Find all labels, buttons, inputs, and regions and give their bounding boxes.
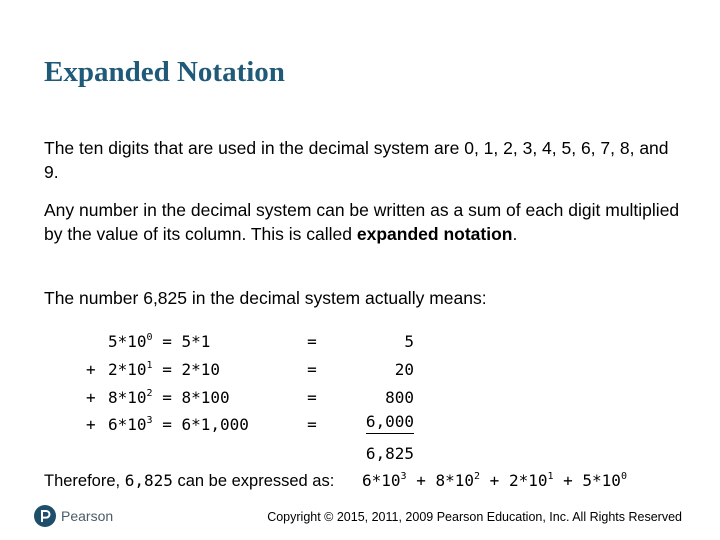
row-base: 2*10: [108, 360, 147, 379]
term-exponent: 2: [474, 471, 481, 482]
expansion-row: [0, 411, 720, 439]
definition-period: .: [512, 224, 518, 244]
term-base: 8*10: [435, 471, 474, 490]
row-expression: [108, 356, 220, 384]
pearson-logo: [34, 505, 113, 527]
row-equals: =: [307, 360, 317, 379]
expansion-row: [0, 356, 720, 384]
row-exponent: 2: [146, 388, 153, 399]
row-value: 20: [394, 360, 414, 379]
row-operator: +: [86, 415, 96, 434]
expansion-row: [0, 328, 720, 356]
row-exponent: 0: [146, 332, 153, 343]
expansion-row: [0, 384, 720, 412]
row-product: = 2*10: [152, 360, 220, 379]
row-base: 6*10: [108, 415, 147, 434]
term-exponent: 1: [547, 471, 554, 482]
total-value: 6,825: [365, 444, 414, 463]
row-product: = 8*100: [152, 388, 230, 407]
row-equals: =: [307, 332, 317, 351]
row-base: 8*10: [108, 388, 147, 407]
expanded-expression: [362, 468, 627, 494]
row-operator: +: [86, 388, 96, 407]
row-value: 6,000: [366, 411, 414, 434]
row-product: = 5*1: [152, 332, 211, 351]
term-exponent: 0: [620, 471, 627, 482]
pearson-logo-icon: [34, 505, 56, 527]
term-separator: +: [406, 471, 436, 490]
term-base: 2*10: [508, 471, 548, 490]
row-value: 5: [404, 332, 414, 351]
row-equals: =: [307, 388, 317, 407]
total-row: [0, 440, 720, 468]
copyright-notice: Copyright © 2015, 2011, 2009 Pearson Education, Inc. All Rights Reserved: [267, 510, 682, 524]
definition-paragraph: [44, 198, 684, 246]
row-value: 800: [385, 388, 414, 407]
term-base: 6*10: [362, 471, 401, 490]
row-exponent: 1: [146, 360, 153, 371]
definition-text: Any number in the decimal system can be written as a sum of each digit multiplied by the value of its column. This is called: [44, 200, 680, 244]
row-expression: [108, 411, 249, 439]
digits-paragraph: The ten digits that are used in the decimal system are 0, 1, 2, 3, 4, 5, 6, 7, 8, and 9.: [44, 138, 669, 182]
row-equals: =: [307, 415, 317, 434]
slide-title: Expanded Notation: [44, 56, 285, 88]
row-expression: [108, 328, 210, 356]
row-exponent: 3: [146, 415, 153, 426]
example-intro: The number 6,825 in the decimal system actually means:: [44, 288, 487, 308]
conclusion-suffix: can be expressed as:: [172, 472, 335, 490]
expanded-notation-term: expanded notation: [356, 224, 513, 244]
term-exponent: 3: [400, 471, 407, 482]
pearson-logo-text: Pearson: [61, 508, 114, 524]
term-separator: +: [553, 471, 583, 490]
row-operator: +: [86, 360, 96, 379]
conclusion-text: [44, 468, 334, 494]
term-separator: +: [480, 471, 509, 490]
row-product: = 6*1,000: [152, 415, 249, 434]
conclusion-number: 6,825: [124, 471, 173, 490]
row-expression: [108, 384, 230, 412]
conclusion-prefix: Therefore,: [44, 472, 125, 490]
row-base: 5*10: [108, 332, 147, 351]
term-base: 5*10: [582, 471, 621, 490]
